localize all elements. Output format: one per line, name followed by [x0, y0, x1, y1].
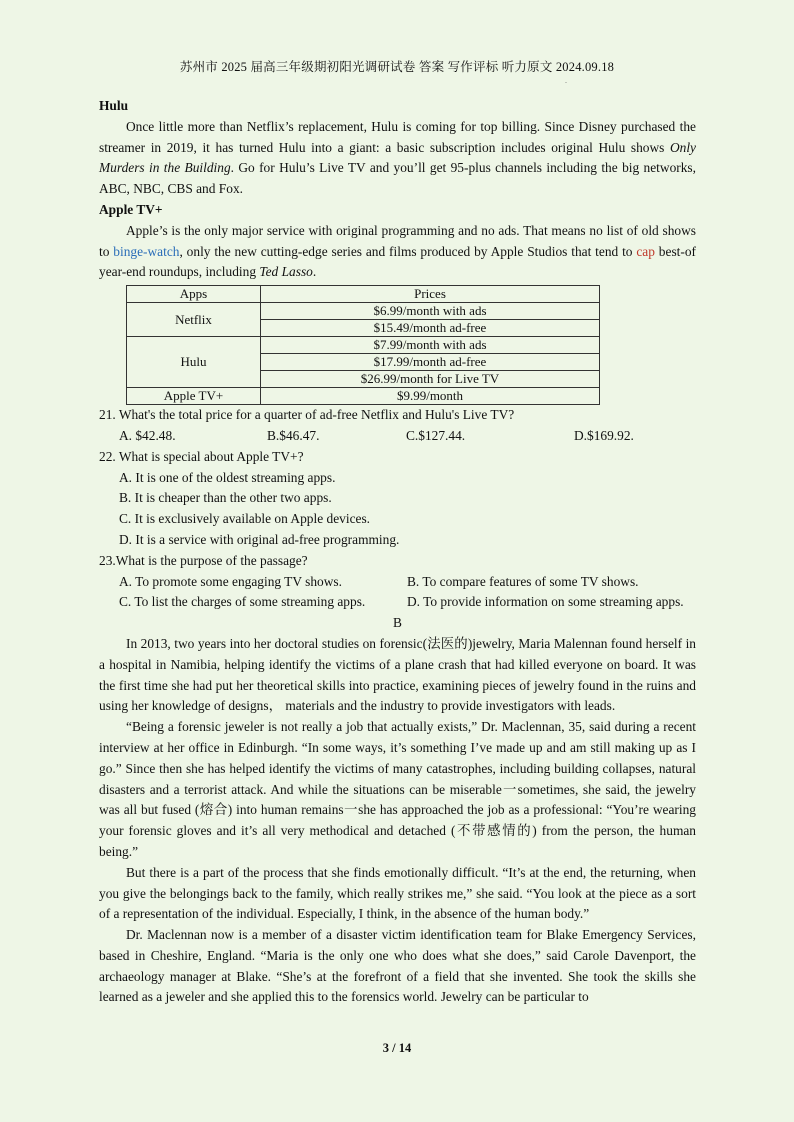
option-c: C. It is exclusively available on Apple devices.: [119, 511, 371, 527]
option-a: A. To promote some engaging TV shows.: [119, 573, 342, 589]
passage-b-paragraph-4: Dr. Maclennan now is a member of a disaster victim identification team for Blake Emergency Services, based in Cheshire, England. “Maria is the only one who does what she does,” said Carole Davenport, the archaeology manager at Blake. “She’s at the forefront of a field that she invented. She took the skills she learned as a jeweler and she applied this to the forensics world. Jewelry can be particular to: [99, 927, 696, 1005]
passage-b-paragraph-3: But there is a part of the process that she finds emotionally difficult. “It’s at the end, the returning, when you give the belongings back to the family, which really strikes me,” she said. “You look at the piece as a sort of a representation of the individual. Especially, I think, in the absence of the human body.”: [99, 864, 696, 922]
option-d: D. It is a service with original ad-free programming.: [119, 531, 400, 547]
option-c: C.$127.44.: [406, 427, 466, 443]
option-d: D.$169.92.: [574, 427, 634, 443]
cap-word: cap: [636, 243, 655, 259]
passage-b-paragraph-1: In 2013, two years into her doctoral studies on forensic(法医的)jewelry, Maria Malennan found herself in a hospital in Namibia, helping identify the victims of a plane crash that had killed everyone on board. It was the first time she had put her theoretical skills into practice, examining pieces of jewelry found in the ruins and using her knowledge of designs， materials and the industry to provide investigators with leads.: [99, 635, 696, 714]
appletv-text-1: Apple’s is the only major service with original programming and no ads. That means no list of old shows to: [99, 222, 696, 259]
question-23-options-row1: [99, 572, 696, 593]
app-appletv: Apple TV+: [127, 388, 261, 405]
option-a: A. $42.48.: [119, 427, 176, 443]
option-d: D. To provide information on some streaming apps.: [407, 594, 684, 610]
option-a: A. It is one of the oldest streaming apps.: [119, 469, 336, 485]
header-apps: Apps: [127, 286, 261, 303]
question-21-options: [99, 426, 696, 447]
page-content: [99, 96, 696, 1008]
price-table: [126, 285, 600, 405]
binge-watch-word: binge-watch: [113, 243, 180, 259]
ted-lasso-title: Ted Lasso: [259, 264, 313, 280]
table-row: [127, 303, 600, 320]
option-c: C. To list the charges of some streaming apps.: [119, 594, 366, 610]
header-prices: Prices: [261, 286, 600, 303]
header-mark: .: [565, 76, 567, 85]
hulu-text-1: Once little more than Netflix’s replacement, Hulu is coming for top billing. Since Disney purchased the streamer in 2019, it has turned Hulu into a giant: a basic subscription includes original Hulu shows: [99, 118, 696, 155]
appletv-text-3: best-of year-end roundups, including: [99, 243, 696, 280]
price-cell: $26.99/month for Live TV: [261, 371, 600, 388]
appletv-heading: Apple TV+: [99, 201, 163, 217]
question-22: 22. What is special about Apple TV+?: [99, 448, 304, 464]
price-cell: $17.99/month ad-free: [261, 354, 600, 371]
price-cell: $6.99/month with ads: [261, 303, 600, 320]
appletv-text-4: .: [312, 264, 317, 280]
app-netflix: Netflix: [127, 303, 261, 337]
table-row: [127, 337, 600, 354]
hulu-show-title: Only Murders in the Building: [99, 139, 696, 176]
question-23-options-row2: [99, 592, 696, 613]
page-number: 3 / 14: [382, 1041, 412, 1055]
price-cell: $15.49/month ad-free: [261, 320, 600, 337]
option-b: B. It is cheaper than the other two apps.: [119, 490, 332, 506]
page-header: 苏州市 2025 届高三年级期初阳光调研试卷 答案 写作评标 听力原文 2024.09.18: [179, 60, 615, 74]
question-21: 21. What's the total price for a quarter of ad-free Netflix and Hulu's Live TV?: [99, 407, 515, 423]
table-header-row: [127, 286, 600, 303]
section-b-label: B: [393, 615, 402, 631]
table-row: [127, 388, 600, 405]
passage-b-paragraph-2: “Being a forensic jeweler is not really a job that actually exists,” Dr. Maclennan, 35, said during a recent interview at her office in Edinburgh. “In some ways, it’s something I’ve made up and am still making up as I go.” Since then she has helped identify the victims of many catastrophes, including building collapses, natural disasters and a terrorist attack. And while the situations can be miserable一sometimes, she said, the jewelry was all but fused (熔合) into human remains一she has approached the job as a professional: “You’re wearing your forensic gloves and it’s all very methodical and detached (不带感情的) from the person, the human being.”: [99, 719, 696, 859]
option-b: B.$46.47.: [267, 427, 320, 443]
option-b: B. To compare features of some TV shows.: [407, 573, 639, 589]
price-cell: $9.99/month: [261, 388, 600, 405]
appletv-text-2: , only the new cutting-edge series and films produced by Apple Studios that tend to: [179, 243, 637, 259]
hulu-text-2: . Go for Hulu’s Live TV and you’ll get 95-plus channels including the big networks, ABC, NBC, CBS and Fox.: [99, 160, 696, 197]
hulu-heading: Hulu: [99, 98, 129, 113]
question-23: 23.What is the purpose of the passage?: [99, 552, 308, 568]
hulu-paragraph: [99, 117, 696, 200]
price-cell: $7.99/month with ads: [261, 337, 600, 354]
app-hulu: Hulu: [127, 337, 261, 388]
appletv-paragraph: [99, 221, 696, 283]
